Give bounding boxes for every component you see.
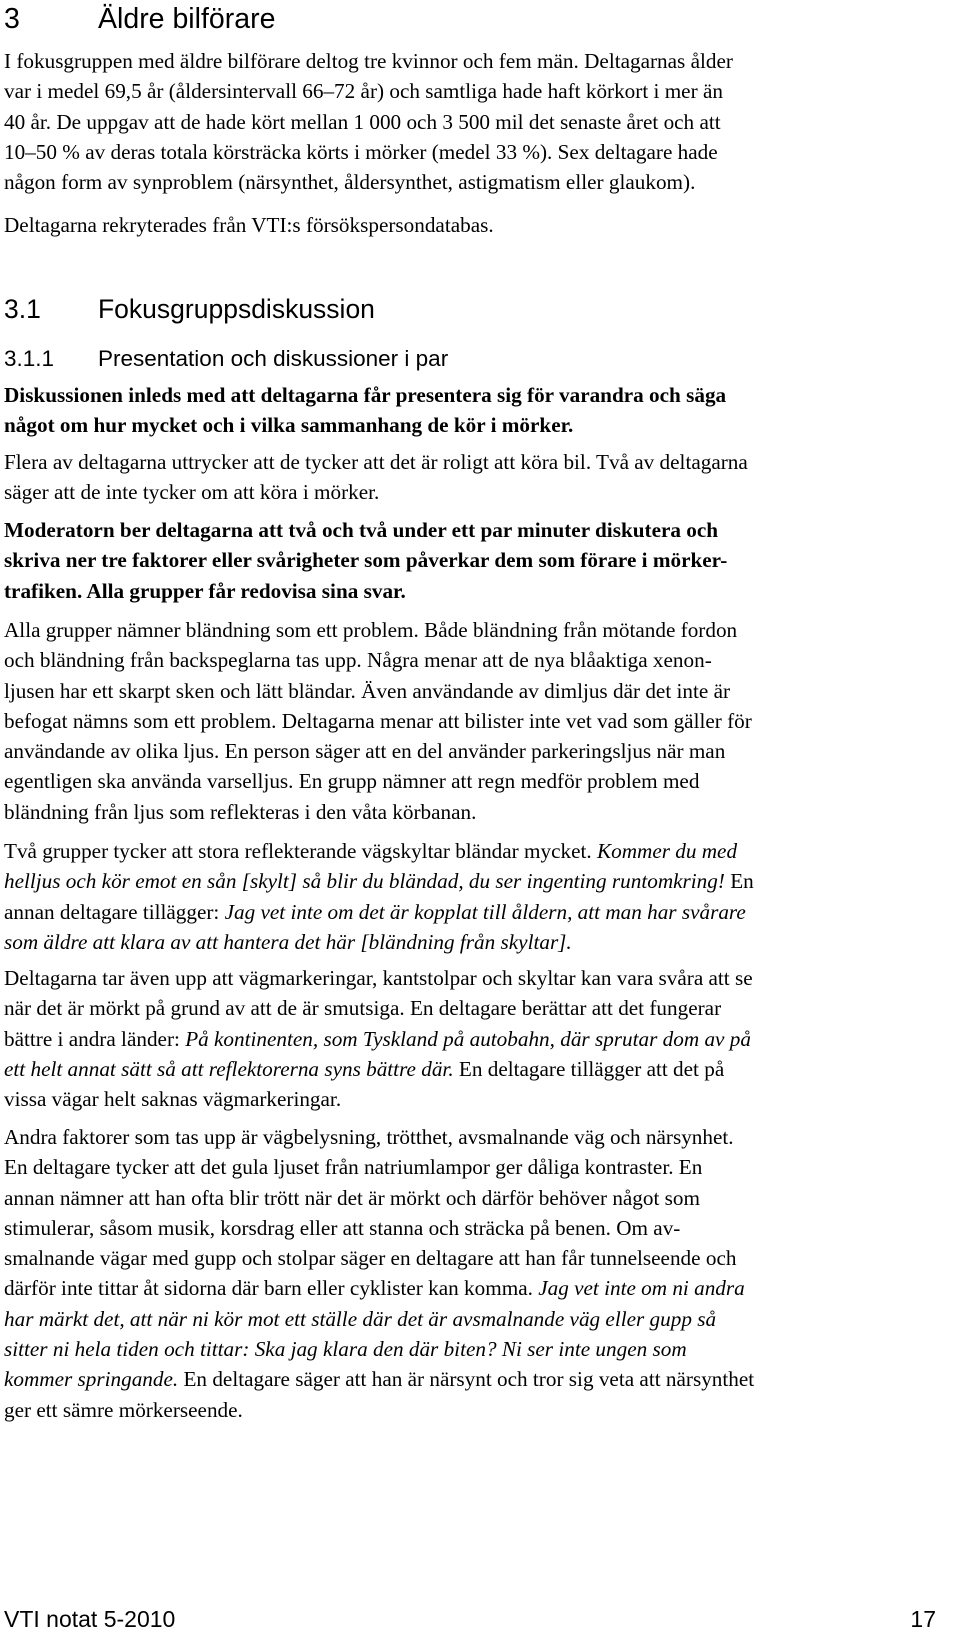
text-line: säger att de inte tycker om att köra i mörker.: [4, 480, 380, 505]
text-line: ljusen har ett skarpt sken och lätt bländar. Även användande av dimljus där det inte är: [4, 678, 731, 703]
paragraph-other-factors: [4, 1122, 944, 1425]
text-line: [4, 1364, 944, 1394]
subsubsection-number: 3.1.1: [4, 346, 55, 371]
paragraph-enjoy-driving: [4, 447, 944, 508]
text-line: En deltagare tycker att det gula ljuset från natriumlampor ger dåliga kontraster. En: [4, 1155, 703, 1180]
subsection-number: 3.1: [4, 294, 41, 324]
text-line: [4, 927, 944, 957]
text-line: egentligen ska använda varselljus. En grupp nämner att regn medför problem med: [4, 769, 700, 794]
text-line: Diskussionen inleds med att deltagarna får presentera sig för varandra och säga: [4, 383, 727, 407]
section-title: Äldre bilförare: [98, 3, 276, 35]
text-line: [4, 866, 944, 896]
text-line: någon form av synproblem (närsynthet, åldersynthet, astigmatism eller glaukom).: [4, 170, 696, 195]
text-line: var i medel 69,5 år (åldersintervall 66–72 år) och samtliga hade haft körkort i mer än: [4, 79, 723, 104]
text-line: [4, 836, 944, 866]
footer-page-number: 17: [910, 1606, 936, 1632]
text-run: En deltagare tillägger att det på: [453, 1056, 725, 1081]
quote-text: har märkt det, att när ni kör mot ett ställe där det är avsmalnande väg eller gupp så: [4, 1306, 717, 1331]
paragraph-participants: [4, 46, 944, 197]
text-run: En deltagare säger att han är närsynt och tror sig veta att närsynthet: [178, 1367, 755, 1392]
text-line: Deltagarna rekryterades från VTI:s försökspersondatabas.: [4, 213, 494, 237]
text-line: något om hur mycket och i vilka sammanhang de kör i mörker.: [4, 413, 574, 438]
text-line: stimulerar, såsom musik, korsdrag eller att stanna och sträcka på benen. Om av-: [4, 1215, 681, 1240]
text-line: [4, 1273, 944, 1303]
section-number: 3: [4, 3, 20, 35]
text-line: skriva ner tre faktorer eller svårigheter som påverkar dem som förare i mörker-: [4, 548, 728, 573]
text-line: [4, 1304, 944, 1334]
text-line: 10–50 % av deras totala körsträcka körts i mörker (medel 33 %). Sex deltagare hade: [4, 139, 718, 164]
quote-text: som äldre att klara av att hantera det här [bländning från skyltar].: [4, 929, 572, 954]
text-line: och bländning från backspeglarna tas upp. Några menar att de nya blåaktiga xenon-: [4, 648, 712, 673]
quote-text: På kontinenten, som Tyskland på autobahn, där sprutar dom av på: [185, 1026, 751, 1051]
quote-text: Jag vet inte om ni andra: [538, 1276, 745, 1301]
text-line: bländning från ljus som reflekteras i den våta körbanan.: [4, 799, 477, 824]
text-line: när det är mörkt på grund av att de är smutsiga. En deltagare berättar att det fungerar: [4, 996, 722, 1021]
text-line: I fokusgruppen med äldre bilförare deltog tre kvinnor och fem män. Deltagarnas ålder: [4, 49, 733, 73]
paragraph-road-markings: [4, 963, 944, 1114]
quote-text: helljus och kör emot en sån [skylt] så blir du bländad, du ser ingenting runtomkring!: [4, 869, 725, 894]
text-line: 40 år. De uppgav att de hade kört mellan 1 000 och 3 500 mil det senaste året och att: [4, 109, 721, 134]
text-run: En: [724, 869, 754, 894]
subsection-title: Fokusgruppsdiskussion: [98, 294, 375, 324]
text-line: Deltagarna tar även upp att vägmarkeringar, kantstolpar och skyltar kan vara svåra att se: [4, 966, 753, 990]
text-line: smalnande vägar med gupp och stolpar säger en deltagare att han får tunnelseende och: [4, 1246, 737, 1271]
text-line: [4, 1024, 944, 1054]
text-run: därför inte tittar åt sidorna där barn eller cyklister kan komma.: [4, 1276, 539, 1301]
text-line: vissa vägar helt saknas vägmarkeringar.: [4, 1087, 342, 1112]
quote-text: ett helt annat sätt så att reflektorerna syns bättre där.: [4, 1056, 454, 1081]
paragraph-moderator-question-2: [4, 515, 944, 606]
text-line: trafiken. Alla grupper får redovisa sina svar.: [4, 578, 406, 603]
text-line: ger ett sämre mörkerseende.: [4, 1397, 243, 1422]
text-run: bättre i andra länder:: [4, 1026, 186, 1051]
text-line: användande av olika ljus. En person säger att en del använder parkeringsljus när man: [4, 739, 726, 764]
footer-publication: VTI notat 5-2010: [4, 1606, 176, 1632]
quote-text: Jag vet inte om det är kopplat till åldern, att man har svårare: [224, 899, 746, 924]
subsubsection-heading: [4, 345, 448, 373]
paragraph-moderator-question-1: [4, 380, 944, 441]
subsection-heading: [4, 293, 375, 325]
text-line: [4, 1054, 944, 1084]
text-line: Moderatorn ber deltagarna att två och två under ett par minuter diskutera och: [4, 518, 719, 542]
quote-text: Kommer du med: [597, 839, 738, 863]
text-run: Två grupper tycker att stora reflekterande vägskyltar bländar mycket.: [4, 839, 597, 863]
text-line: Alla grupper nämner bländning som ett problem. Både bländning från mötande fordon: [4, 618, 738, 642]
text-line: befogat nämns som ett problem. Deltagarna menar att bilister inte vet vad som gäller för: [4, 708, 752, 733]
text-line: [4, 1334, 944, 1364]
paragraph-recruitment: [4, 210, 944, 240]
text-run: annan deltagare tillägger:: [4, 899, 225, 924]
section-heading: [4, 2, 275, 36]
text-line: annan nämner att han ofta blir trött när det är mörkt och därför behöver något som: [4, 1185, 701, 1210]
paragraph-road-signs: [4, 836, 944, 957]
subsubsection-title: Presentation och diskussioner i par: [98, 346, 449, 371]
paragraph-glare: [4, 615, 944, 827]
text-line: Andra faktorer som tas upp är vägbelysning, trötthet, avsmalnande väg och närsynhet.: [4, 1125, 734, 1149]
text-line: [4, 897, 944, 927]
text-line: Flera av deltagarna uttrycker att de tycker att det är roligt att köra bil. Två av deltagarna: [4, 450, 748, 474]
quote-text: kommer springande.: [4, 1367, 179, 1392]
quote-text: sitter ni hela tiden och tittar: Ska jag klara den där biten? Ni ser inte ungen som: [4, 1337, 687, 1362]
